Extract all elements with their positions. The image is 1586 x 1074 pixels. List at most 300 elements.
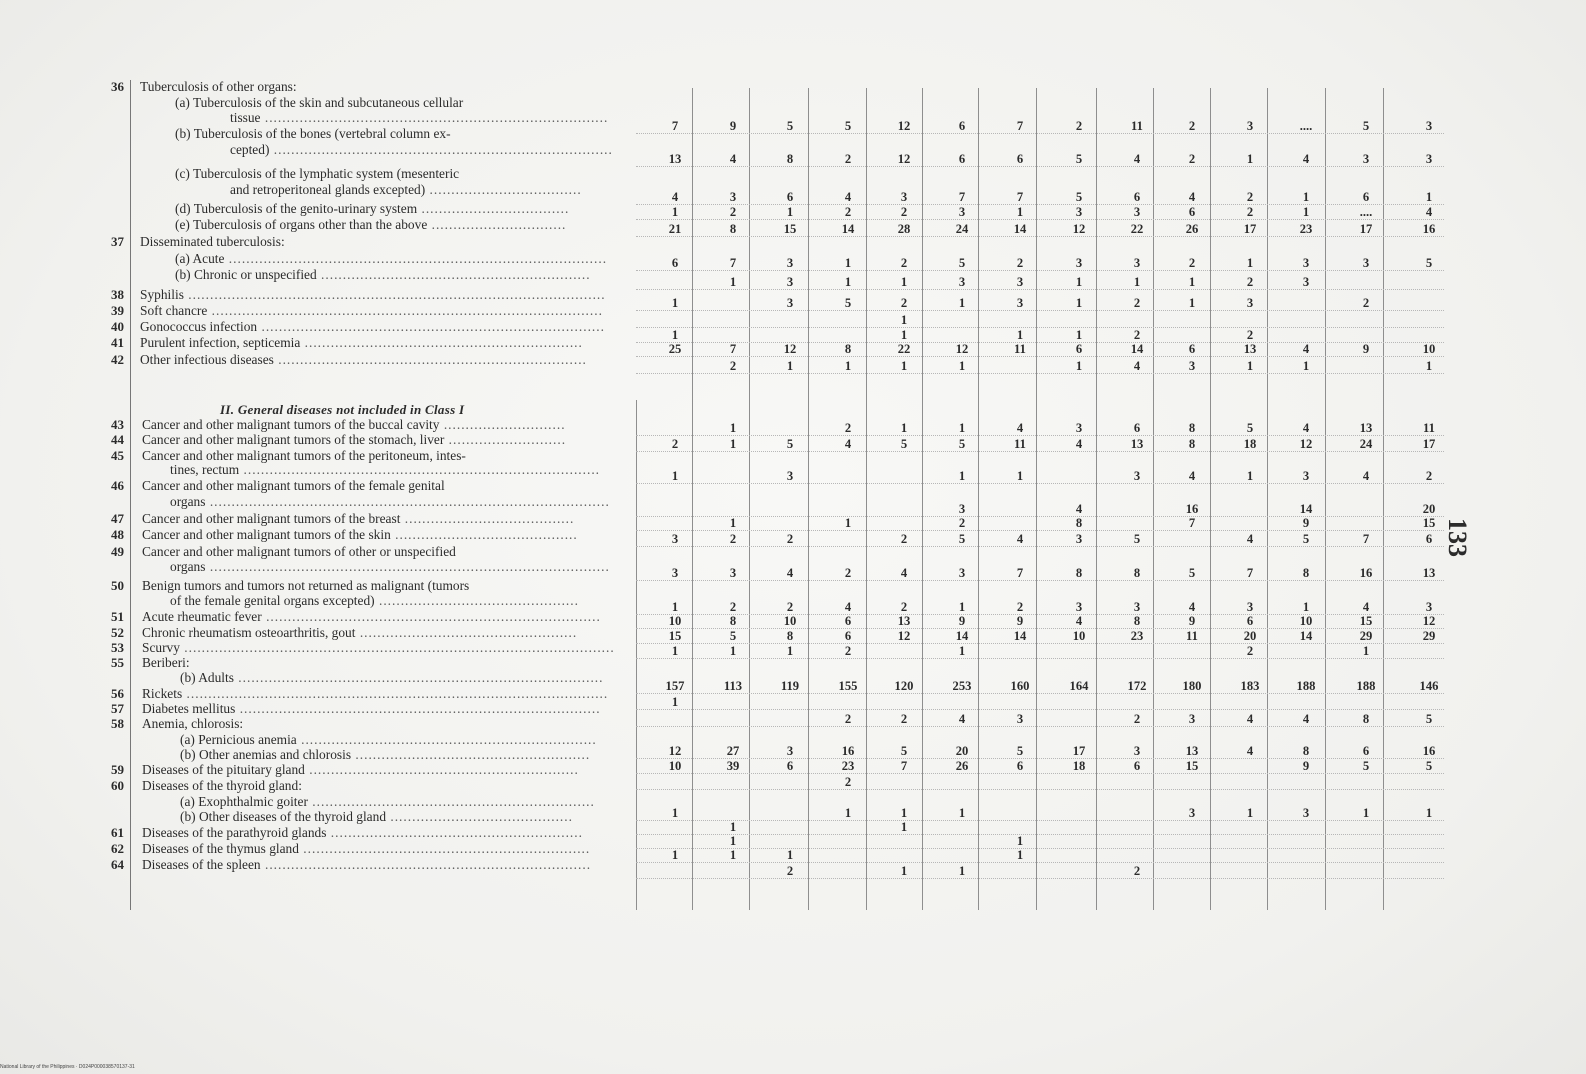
table-cell: 8 bbox=[1302, 566, 1310, 580]
row-dot-rule bbox=[636, 580, 1444, 581]
table-cell: 7 bbox=[1362, 532, 1370, 546]
table-cell: 9 bbox=[1016, 614, 1024, 628]
row-label bbox=[175, 252, 607, 266]
row-label-text: Diseases of the thymus gland bbox=[142, 841, 299, 856]
table-cell: 24 bbox=[955, 222, 969, 236]
table-cell: 12 bbox=[955, 342, 969, 356]
row-number: 62 bbox=[111, 841, 124, 856]
table-cell: 6 bbox=[1133, 190, 1141, 204]
table-cell: .... bbox=[1359, 205, 1373, 219]
row-label bbox=[140, 80, 297, 94]
table-cell: 6 bbox=[958, 152, 966, 166]
dot-leader: ........................................................................... bbox=[260, 857, 592, 872]
table-cell: 22 bbox=[1130, 222, 1144, 236]
table-cell: 3 bbox=[786, 469, 794, 483]
dot-leader: ................................................................................................. bbox=[182, 686, 609, 701]
table-cell: 3 bbox=[1188, 806, 1196, 820]
table-cell: 3 bbox=[1425, 119, 1433, 133]
row-label bbox=[142, 449, 466, 463]
table-cell: 4 bbox=[1075, 437, 1083, 451]
row-dot-rule bbox=[636, 546, 1444, 547]
row-label bbox=[140, 288, 606, 302]
row-label bbox=[170, 463, 600, 477]
table-cell: 6 bbox=[1188, 342, 1196, 356]
table-cell: 1 bbox=[844, 359, 852, 373]
table-cell: 6 bbox=[1246, 614, 1254, 628]
table-cell: 1 bbox=[958, 296, 966, 310]
table-cell: 5 bbox=[729, 629, 737, 643]
row-label bbox=[140, 336, 583, 350]
row-number: 56 bbox=[111, 686, 124, 701]
table-cell: 2 bbox=[900, 256, 908, 270]
table-cell: 1 bbox=[1133, 275, 1141, 289]
row-label bbox=[142, 610, 601, 624]
table-cell: 2 bbox=[900, 532, 908, 546]
table-cell: 8 bbox=[786, 152, 794, 166]
table-cell: 3 bbox=[1133, 205, 1141, 219]
table-cell: 9 bbox=[958, 614, 966, 628]
row-number: 51 bbox=[111, 609, 124, 624]
table-cell: 8 bbox=[1133, 566, 1141, 580]
table-cell: 3 bbox=[1133, 469, 1141, 483]
table-cell: 157 bbox=[665, 679, 685, 693]
row-label bbox=[140, 235, 285, 249]
row-label-text: (b) Chronic or unspecified bbox=[175, 267, 317, 282]
dot-leader: ....................................... bbox=[400, 511, 575, 526]
row-label-text: (e) Tuberculosis of organs other than the above bbox=[175, 217, 428, 232]
row-label-text: and retroperitoneal glands excepted) bbox=[230, 182, 426, 197]
table-cell: 2 bbox=[958, 516, 966, 530]
row-label-text: Cancer and other malignant tumors of the breast bbox=[142, 511, 401, 526]
row-label bbox=[142, 779, 302, 793]
table-cell: 9 bbox=[1302, 759, 1310, 773]
row-number: 41 bbox=[111, 335, 124, 350]
table-cell: 1 bbox=[786, 205, 794, 219]
table-cell: 3 bbox=[786, 296, 794, 310]
table-cell: 15 bbox=[1359, 614, 1373, 628]
row-dot-rule bbox=[636, 356, 1444, 357]
table-cell: 5 bbox=[958, 256, 966, 270]
table-cell: 25 bbox=[668, 342, 682, 356]
table-cell: 1 bbox=[729, 421, 737, 435]
table-cell: 3 bbox=[786, 256, 794, 270]
row-label-text: Diabetes mellitus bbox=[142, 701, 236, 716]
table-cell: 20 bbox=[1422, 502, 1436, 516]
row-label bbox=[142, 656, 190, 670]
table-cell: 119 bbox=[780, 679, 800, 693]
table-cell: 6 bbox=[1425, 532, 1433, 546]
table-cell: 4 bbox=[844, 190, 852, 204]
table-cell: 5 bbox=[1425, 712, 1433, 726]
table-cell: 2 bbox=[1362, 296, 1370, 310]
table-cell: 9 bbox=[729, 119, 737, 133]
table-cell: 4 bbox=[1246, 532, 1254, 546]
table-cell: 1 bbox=[958, 469, 966, 483]
table-cell: 4 bbox=[1188, 469, 1196, 483]
table-cell: 4 bbox=[1075, 502, 1083, 516]
row-number: 45 bbox=[111, 448, 124, 463]
row-label bbox=[140, 320, 605, 334]
row-label bbox=[142, 579, 469, 593]
table-cell: 5 bbox=[900, 744, 908, 758]
table-cell: 5 bbox=[1246, 421, 1254, 435]
row-label bbox=[170, 495, 610, 509]
table-cell: 1 bbox=[1425, 806, 1433, 820]
table-cell: 7 bbox=[1246, 566, 1254, 580]
table-cell: 3 bbox=[671, 566, 679, 580]
table-cell: 2 bbox=[900, 600, 908, 614]
table-cell: 18 bbox=[1072, 759, 1086, 773]
table-cell: 5 bbox=[786, 119, 794, 133]
dot-leader: .............................................................................. bbox=[269, 142, 613, 157]
table-cell: 2 bbox=[1133, 864, 1141, 878]
row-label bbox=[142, 418, 566, 432]
row-label-text: Other infectious diseases bbox=[140, 352, 274, 367]
row-number: 48 bbox=[111, 527, 124, 542]
table-cell: 3 bbox=[1016, 712, 1024, 726]
table-cell: 11 bbox=[1423, 421, 1435, 435]
table-cell: 9 bbox=[1362, 342, 1370, 356]
row-label-text: Cancer and other malignant tumors of the peritoneum, intes- bbox=[142, 448, 466, 463]
row-label bbox=[180, 795, 595, 809]
row-label bbox=[142, 717, 243, 731]
row-label-text: Diseases of the parathyroid glands bbox=[142, 825, 327, 840]
row-label bbox=[180, 671, 604, 685]
row-label bbox=[142, 641, 615, 655]
dot-leader: .............................................................. bbox=[304, 762, 579, 777]
table-cell: 1 bbox=[671, 644, 679, 658]
table-cell: 4 bbox=[729, 152, 737, 166]
table-cell: 12 bbox=[668, 744, 682, 758]
dot-leader: ................................................................. bbox=[307, 794, 595, 809]
dot-leader: .................................................................. bbox=[298, 841, 591, 856]
row-label-text: tissue bbox=[230, 110, 261, 125]
table-cell: 13 bbox=[1359, 421, 1373, 435]
row-label-text: Diseases of the pituitary gland bbox=[142, 762, 305, 777]
dot-leader: .............................................................. bbox=[316, 267, 591, 282]
row-label-text: (b) Tuberculosis of the bones (vertebral column ex- bbox=[175, 126, 451, 141]
row-dot-rule bbox=[636, 530, 1444, 531]
table-cell: 5 bbox=[1425, 759, 1433, 773]
table-cell: 1 bbox=[1302, 205, 1310, 219]
table-cell: 1 bbox=[1075, 359, 1083, 373]
table-cell: 17 bbox=[1359, 222, 1373, 236]
table-cell: 3 bbox=[1133, 744, 1141, 758]
table-cell: 1 bbox=[1246, 359, 1254, 373]
table-cell: 1 bbox=[844, 275, 852, 289]
table-cell: 2 bbox=[844, 712, 852, 726]
table-cell: 13 bbox=[1422, 566, 1436, 580]
table-cell: 1 bbox=[958, 359, 966, 373]
table-cell: 4 bbox=[1133, 359, 1141, 373]
dot-leader: ............................................................................. bbox=[261, 609, 601, 624]
row-label bbox=[170, 594, 579, 608]
table-cell: 2 bbox=[844, 205, 852, 219]
table-cell: 2 bbox=[729, 359, 737, 373]
table-cell: 39 bbox=[726, 759, 740, 773]
table-cell: 164 bbox=[1069, 679, 1089, 693]
table-cell: 3 bbox=[1075, 256, 1083, 270]
table-cell: 4 bbox=[1362, 600, 1370, 614]
table-cell: 188 bbox=[1296, 679, 1316, 693]
table-cell: 9 bbox=[1302, 516, 1310, 530]
row-number: 36 bbox=[111, 79, 124, 94]
table-cell: 26 bbox=[955, 759, 969, 773]
table-cell: 1 bbox=[671, 848, 679, 862]
table-cell: 4 bbox=[958, 712, 966, 726]
dot-leader: ............................................................................... bbox=[260, 110, 609, 125]
table-cell: 2 bbox=[1133, 712, 1141, 726]
table-cell: 1 bbox=[958, 864, 966, 878]
table-cell: 1 bbox=[1246, 806, 1254, 820]
row-label-text: Cancer and other malignant tumors of the skin bbox=[142, 527, 391, 542]
table-cell: 26 bbox=[1185, 222, 1199, 236]
table-cell: 3 bbox=[958, 205, 966, 219]
row-number: 40 bbox=[111, 319, 124, 334]
dot-leader: ....................................................................................... bbox=[224, 251, 608, 266]
row-label bbox=[142, 702, 601, 716]
table-cell: 7 bbox=[729, 256, 737, 270]
table-cell: 3 bbox=[729, 566, 737, 580]
table-cell: 1 bbox=[1075, 296, 1083, 310]
row-label-text: (b) Other diseases of the thyroid gland bbox=[180, 809, 387, 824]
table-cell: 2 bbox=[900, 296, 908, 310]
table-cell: 3 bbox=[1362, 256, 1370, 270]
table-cell: 5 bbox=[958, 532, 966, 546]
table-cell: 2 bbox=[671, 437, 679, 451]
table-cell: 3 bbox=[958, 502, 966, 516]
row-label bbox=[142, 826, 583, 840]
row-dot-rule bbox=[636, 878, 1444, 879]
dot-leader: ........................... bbox=[444, 432, 567, 447]
row-dot-rule bbox=[636, 862, 1444, 863]
row-label-text: Purulent infection, septicemia bbox=[140, 335, 301, 350]
table-cell: 3 bbox=[958, 566, 966, 580]
table-cell: 1 bbox=[900, 328, 908, 342]
table-cell: 8 bbox=[1188, 421, 1196, 435]
table-cell: 1 bbox=[1302, 600, 1310, 614]
table-cell: 13 bbox=[1243, 342, 1257, 356]
dot-leader: ................................................................................... bbox=[235, 701, 601, 716]
table-cell: 14 bbox=[1299, 629, 1313, 643]
row-label-text: Cancer and other malignant tumors of the stomach, liver bbox=[142, 432, 445, 447]
row-label bbox=[140, 304, 603, 318]
table-cell: 1 bbox=[900, 275, 908, 289]
table-cell: 3 bbox=[1246, 296, 1254, 310]
row-dot-rule bbox=[636, 236, 1444, 237]
table-cell: 7 bbox=[1016, 566, 1024, 580]
table-cell: 13 bbox=[897, 614, 911, 628]
table-cell: 1 bbox=[729, 644, 737, 658]
row-label-text: (a) Acute bbox=[175, 251, 225, 266]
dot-leader: .................................................................................. bbox=[239, 462, 601, 477]
row-dot-rule bbox=[636, 166, 1444, 167]
row-label-text: (d) Tuberculosis of the genito-urinary system bbox=[175, 201, 418, 216]
table-cell: 6 bbox=[1188, 205, 1196, 219]
dot-leader: .......................................................... bbox=[326, 825, 583, 840]
table-cell: 29 bbox=[1359, 629, 1373, 643]
table-cell: 16 bbox=[1359, 566, 1373, 580]
table-cell: 13 bbox=[668, 152, 682, 166]
dot-leader: .......................................... bbox=[386, 809, 573, 824]
table-cell: 1 bbox=[900, 313, 908, 327]
row-label-text: organs bbox=[170, 494, 206, 509]
table-cell: 6 bbox=[1362, 744, 1370, 758]
row-number: 64 bbox=[111, 857, 124, 872]
table-cell: 4 bbox=[900, 566, 908, 580]
table-cell: 4 bbox=[1425, 205, 1433, 219]
row-label bbox=[142, 687, 608, 701]
row-label bbox=[175, 268, 591, 282]
table-cell: 3 bbox=[1302, 806, 1310, 820]
row-number: 38 bbox=[111, 287, 124, 302]
row-label-text: Tuberculosis of other organs: bbox=[140, 79, 297, 94]
table-cell: 8 bbox=[729, 614, 737, 628]
table-cell: 2 bbox=[1246, 275, 1254, 289]
dot-leader: ................................................................ bbox=[300, 335, 583, 350]
table-cell: 5 bbox=[958, 437, 966, 451]
row-number: 44 bbox=[111, 432, 124, 447]
dot-leader: .......................................................................................... bbox=[207, 303, 603, 318]
table-cell: 2 bbox=[844, 566, 852, 580]
table-cell: 5 bbox=[1302, 532, 1310, 546]
section-heading: II. General diseases not included in Class I bbox=[220, 402, 465, 417]
table-cell: 253 bbox=[952, 679, 972, 693]
row-label bbox=[142, 512, 574, 526]
table-cell: 23 bbox=[1130, 629, 1144, 643]
table-cell: 10 bbox=[1422, 342, 1436, 356]
table-cell: 8 bbox=[1302, 744, 1310, 758]
row-label bbox=[142, 842, 590, 856]
row-label-text: Diseases of the thyroid gland: bbox=[142, 778, 302, 793]
dot-leader: ............................................................................................ bbox=[205, 559, 610, 574]
row-label-text: Beriberi: bbox=[142, 655, 190, 670]
table-cell: 7 bbox=[671, 119, 679, 133]
table-cell: 5 bbox=[786, 437, 794, 451]
table-cell: 2 bbox=[1246, 644, 1254, 658]
row-label-text: Chronic rheumatism osteoarthritis, gout bbox=[142, 625, 356, 640]
table-cell: 14 bbox=[1130, 342, 1144, 356]
table-cell: 1 bbox=[729, 275, 737, 289]
row-number: 52 bbox=[111, 625, 124, 640]
table-cell: 183 bbox=[1240, 679, 1260, 693]
table-cell: 2 bbox=[844, 644, 852, 658]
table-cell: 2 bbox=[786, 864, 794, 878]
table-cell: 3 bbox=[1246, 119, 1254, 133]
table-cell: 8 bbox=[729, 222, 737, 236]
table-cell: 2 bbox=[844, 152, 852, 166]
row-number: 39 bbox=[111, 303, 124, 318]
table-cell: 16 bbox=[1185, 502, 1199, 516]
row-label-text: organs bbox=[170, 559, 206, 574]
row-label-text: (a) Pernicious anemia bbox=[180, 732, 297, 747]
row-label-text: of the female genital organs excepted) bbox=[170, 593, 375, 608]
table-cell: 6 bbox=[786, 190, 794, 204]
table-cell: 3 bbox=[1016, 296, 1024, 310]
table-cell: 4 bbox=[671, 190, 679, 204]
table-cell: 11 bbox=[1131, 119, 1143, 133]
row-label-text: (a) Tuberculosis of the skin and subcutaneous cellular bbox=[175, 95, 464, 110]
table-cell: 4 bbox=[1246, 744, 1254, 758]
table-cell: 3 bbox=[1302, 469, 1310, 483]
table-cell: 4 bbox=[1302, 712, 1310, 726]
table-cell: 6 bbox=[1075, 342, 1083, 356]
row-dot-rule bbox=[636, 133, 1444, 134]
table-cell: 4 bbox=[1302, 421, 1310, 435]
table-cell: 13 bbox=[1185, 744, 1199, 758]
dot-leader: .................................................................................... bbox=[233, 670, 604, 685]
row-number: 55 bbox=[111, 655, 124, 670]
row-label-text: Cancer and other malignant tumors of the buccal cavity bbox=[142, 417, 440, 432]
table-cell: 188 bbox=[1356, 679, 1376, 693]
row-label-text: Acute rheumatic fever bbox=[142, 609, 262, 624]
table-cell: 1 bbox=[671, 205, 679, 219]
table-cell: 4 bbox=[1302, 342, 1310, 356]
table-cell: 10 bbox=[1072, 629, 1086, 643]
table-cell: 13 bbox=[1130, 437, 1144, 451]
row-label bbox=[142, 858, 591, 872]
table-cell: 1 bbox=[729, 516, 737, 530]
table-cell: 3 bbox=[1246, 600, 1254, 614]
table-cell: 22 bbox=[897, 342, 911, 356]
row-number: 61 bbox=[111, 825, 124, 840]
row-number: 43 bbox=[111, 417, 124, 432]
table-cell: 10 bbox=[668, 759, 682, 773]
table-cell: 1 bbox=[900, 806, 908, 820]
table-cell: 24 bbox=[1359, 437, 1373, 451]
table-cell: 1 bbox=[958, 806, 966, 820]
table-cell: 1 bbox=[786, 359, 794, 373]
row-label-text: Anemia, chlorosis: bbox=[142, 716, 244, 731]
dot-leader: ................................................................................................ bbox=[183, 287, 606, 302]
dot-leader: ................................... bbox=[425, 182, 582, 197]
table-cell: 4 bbox=[1016, 532, 1024, 546]
table-cell: 10 bbox=[783, 614, 797, 628]
table-cell: 3 bbox=[1425, 152, 1433, 166]
table-cell: 1 bbox=[900, 359, 908, 373]
table-cell: 1 bbox=[671, 328, 679, 342]
table-cell: 4 bbox=[1302, 152, 1310, 166]
table-cell: 3 bbox=[1075, 205, 1083, 219]
table-cell: 12 bbox=[897, 152, 911, 166]
table-cell: 1 bbox=[958, 600, 966, 614]
table-cell: 3 bbox=[1362, 152, 1370, 166]
table-cell: 113 bbox=[723, 679, 743, 693]
table-cell: 3 bbox=[958, 275, 966, 289]
table-cell: 1 bbox=[900, 421, 908, 435]
row-label bbox=[142, 433, 566, 447]
table-cell: 160 bbox=[1010, 679, 1030, 693]
table-cell: 1 bbox=[1016, 328, 1024, 342]
table-cell: 15 bbox=[1185, 759, 1199, 773]
table-cell: 2 bbox=[1246, 328, 1254, 342]
table-cell: 12 bbox=[783, 342, 797, 356]
row-number: 37 bbox=[111, 234, 124, 249]
table-cell: 6 bbox=[1016, 152, 1024, 166]
table-cell: 14 bbox=[1299, 502, 1313, 516]
table-cell: 1 bbox=[1016, 469, 1024, 483]
table-cell: 2 bbox=[900, 205, 908, 219]
table-cell: 7 bbox=[1016, 119, 1024, 133]
row-label bbox=[175, 127, 451, 141]
table-cell: 1 bbox=[1425, 359, 1433, 373]
page-number: 133 bbox=[1443, 518, 1472, 557]
row-label-text: (a) Exophthalmic goiter bbox=[180, 794, 308, 809]
table-cell: 3 bbox=[1302, 275, 1310, 289]
table-cell: 1 bbox=[1246, 256, 1254, 270]
dot-leader: ....................................................................... bbox=[273, 352, 587, 367]
row-label-text: cepted) bbox=[230, 142, 270, 157]
